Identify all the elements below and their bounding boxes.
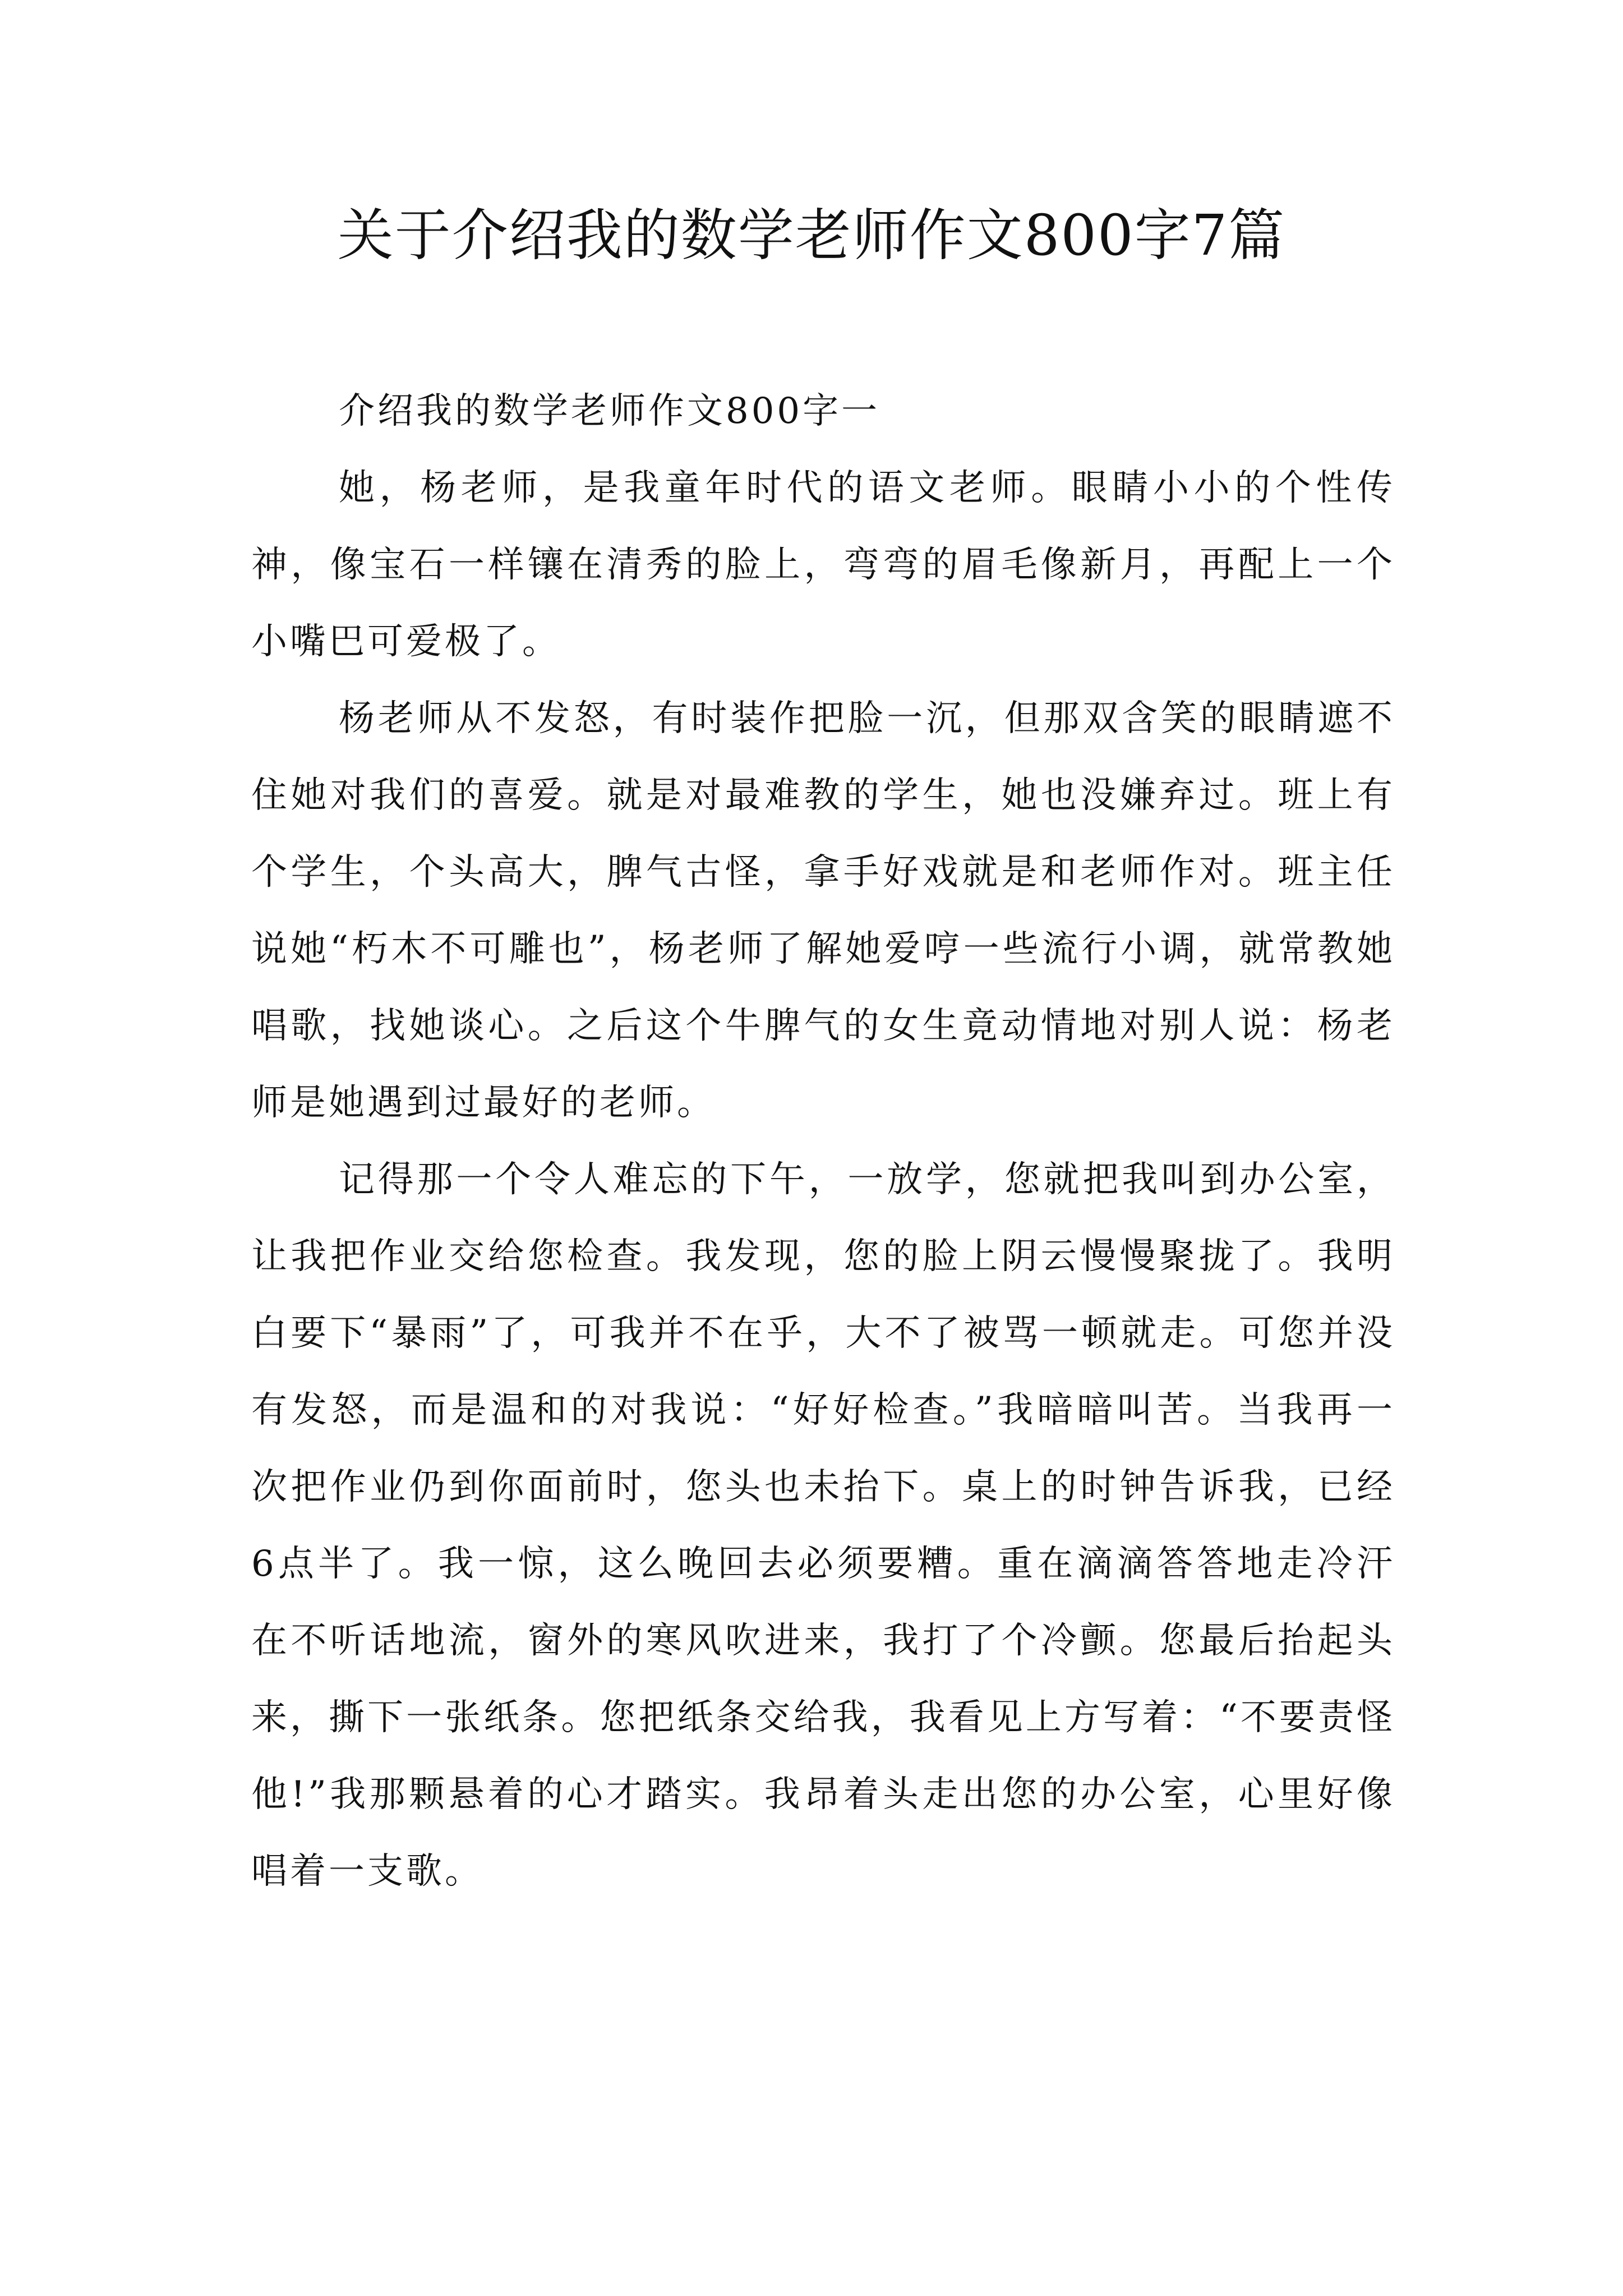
section-heading: 介绍我的数学老师作文800字一: [339, 390, 880, 432]
paragraph: 杨老师从不发怒，有时装作把脸一沉，但那双含笑的眼睛遮不住她对我们的喜爱。就是对最难教的学生，她也没嫌弃过。班上有个学生，个头高大，脾气古怪，拿手好戏就是和老师作对。班主任说她“朽木不可雕也”，杨老师了解她爱哼一些流行小调，就常教她唱歌，找她谈心。之后这个牛脾气的女生竟动情地对别人说：杨老师是她遇到过最好的老师。: [251, 698, 1395, 1124]
paragraph: 记得那一个令人难忘的下午，一放学，您就把我叫到办公室，让我把作业交给您检查。我发现，您的脸上阴云慢慢聚拢了。我明白要下“暴雨”了，可我并不在乎，大不了被骂一顿就走。可您并没有发怒，而是温和的对我说：“好好检查。”我暗暗叫苦。当我再一次把作业仍到你面前时，您头也未抬下。桌上的时钟告诉我，已经6点半了。我一惊，这么晚回去必须要糟。重在滴滴答答地走冷汗在不听话地流，窗外的寒风吹进来，我打了个冷颤。您最后抬起头来，撕下一张纸条。您把纸条交给我，我看见上方写着：“不要责怪他!”我那颗悬着的心才踏实。我昂着头走出您的办公室，心里好像唱着一支歌。: [251, 1159, 1395, 1892]
document-body: [251, 373, 1395, 1910]
paragraph: 她，杨老师，是我童年时代的语文老师。眼睛小小的个性传神，像宝石一样镶在清秀的脸上，弯弯的眉毛像新月，再配上一个小嘴巴可爱极了。: [251, 467, 1395, 662]
document-title: 关于介绍我的数学老师作文800字7篇: [337, 203, 1286, 268]
